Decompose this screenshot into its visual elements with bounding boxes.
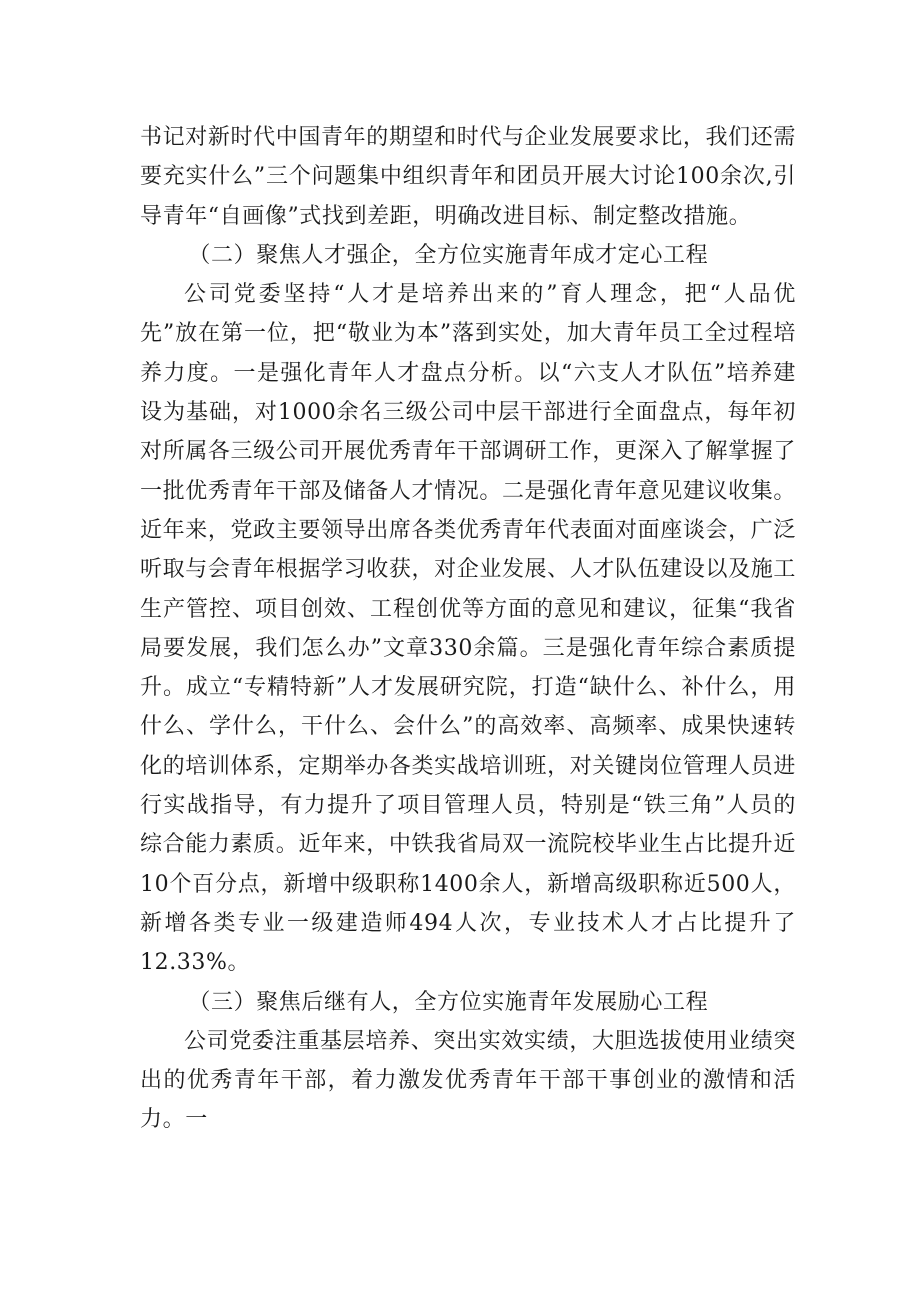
document-body [140,118,796,1140]
section-heading-2: （二）聚焦人才强企，全方位实施青年成才定心工程 [188,242,709,268]
section-heading-3: （三）聚焦后继有人，全方位实施青年发展励心工程 [188,989,709,1015]
paragraph-continued: 书记对新时代中国青年的期望和时代与企业发展要求比，我们还需要充实什么”三个问题集中组织青年和团员开展大讨论100余次,引导青年“自画像”式找到差距，明确改进目标、制定整改措施。 [140,125,796,229]
paragraph-talent: 公司党委坚持“人才是培养出来的”育人理念，把“人品优先”放在第一位，把“敬业为本”落到实处，加大青年员工全过程培养力度。一是强化青年人才盘点分析。以“六支人才队伍”培养建设为基础，对1000余名三级公司中层干部进行全面盘点，每年初对所属各三级公司开展优秀青年干部调研工作，更深入了解掌握了一批优秀青年干部及储备人才情况。二是强化青年意见建议收集。近年来，党政主要领导出席各类优秀青年代表面对面座谈会，广泛听取与会青年根据学习收获，对企业发展、人才队伍建设以及施工生产管控、项目创效、工程创优等方面的意见和建议，征集“我省局要发展，我们怎么办”文章330余篇。三是强化青年综合素质提升。成立“专精特新”人才发展研究院，打造“缺什么、补什么，用什么、学什么，干什么、会什么”的高效率、高频率、成果快速转化的培训体系，定期举办各类实战培训班，对关键岗位管理人员进行实战指导，有力提升了项目管理人员，特别是“铁三角”人员的综合能力素质。近年来，中铁我省局双一流院校毕业生占比提升近10个百分点，新增中级职称1400余人，新增高级职称近500人，新增各类专业一级建造师494人次，专业技术人才占比提升了12.33%。 [140,282,796,976]
paragraph-succession: 公司党委注重基层培养、突出实效实绩，大胆选拔使用业绩突出的优秀青年干部，着力激发优秀青年干部干事创业的激情和活力。一 [140,1028,796,1133]
